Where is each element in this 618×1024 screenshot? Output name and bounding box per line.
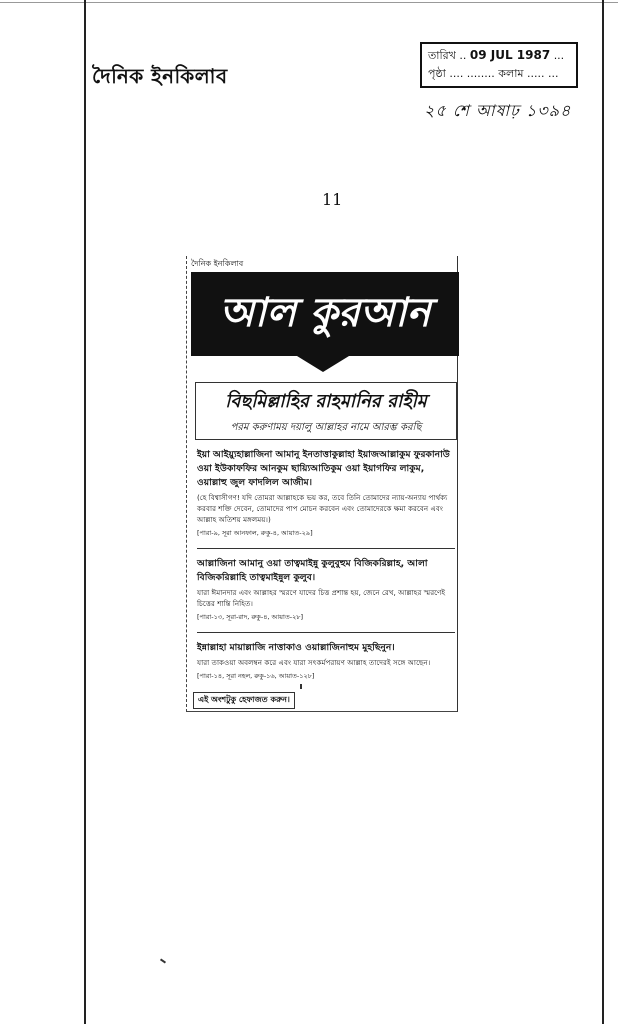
verse-meaning: (হে বিশ্বাসীগণ! যদি তোমরা আল্লাহকে ভয় কর, তবে তিনি তোমাদের ন্যায়-অন্যায় পার্থক্য করবার শক্তি দেবেন, তোমাদের পাপ মোচন করবেন এবং তোমাদেরকে ক্ষমা করবেন এবং আল্লাহ অতিশয় মঙ্গলময়।)	[197, 493, 448, 524]
verse-reference: [পারা-৯, সূরা আনফাল, রুকু-৪, আয়াত-২৯]	[197, 529, 313, 537]
verse-block	[197, 641, 455, 681]
right-margin-rule	[602, 0, 604, 1024]
bismillah-box	[195, 382, 457, 440]
verse-transliteration: ইয়া আইয়্যুহাল্লাজিনা আমানু ইনতাত্তাকুল্লাহা ইয়াজআল্লাকুম ফুরকানাউ ওয়া ইউকাফফির আনকুম ছায়্যিআতিকুম ওয়া ইয়াগফির লাকুম, ওয়াল্লাহু জুল ফাদলিল আজীম।	[197, 449, 450, 488]
bismillah-translation: পরম করুণাময় দয়ালু আল্লাহর নামে আরম্ভ করছি	[230, 422, 422, 433]
stamp-date-label: তারিখ	[428, 49, 456, 62]
verse-block	[197, 557, 455, 622]
banner-pointer	[297, 356, 349, 372]
al-quran-banner	[191, 272, 459, 356]
left-margin-rule	[84, 0, 86, 1024]
verse-meaning: যারা ঈমানদার এবং আল্লাহর স্মরণে যাদের চিত্ত প্রশান্ত হয়, জেনে রেখ, আল্লাহর স্মরণেই চিত্তের শান্তি নিহিত।	[197, 588, 446, 608]
verse-divider	[197, 632, 455, 633]
footer-note: এই অংশটুকু হেফাজত করুন।	[193, 692, 295, 709]
verse-reference: [পারা-১৪, সূরা নহল, রুকু-১৬, আয়াত-১২৮]	[197, 672, 315, 680]
page-number: 11	[322, 190, 343, 209]
stamp-page-label: পৃষ্ঠা	[428, 67, 446, 80]
verse-transliteration: ইন্নাল্লাহা মায়াল্লাজি নাত্তাকাও ওয়াল্লাজিনাহুম মুহছিনুন।	[197, 642, 395, 653]
scan-speck	[160, 958, 166, 963]
verse-divider	[197, 548, 455, 549]
handwritten-date: ২৫ শে আষাঢ় ১৩৯৪	[424, 101, 572, 120]
date-stamp: তারিখ .. 09 JUL 1987 ... পৃষ্ঠা .... ........ কলাম ..... ...	[420, 42, 578, 88]
top-edge-line	[0, 2, 618, 3]
newspaper-clipping	[186, 256, 458, 712]
stamp-column-label: কলাম	[498, 67, 524, 80]
bismillah-title: বিছমিল্লাহির রাহমানির রাহীম	[225, 391, 427, 412]
verse-reference: [পারা-১৩, সূরা-রাদ, রুকু-৪, আয়াত-২৮]	[197, 613, 304, 621]
clipping-source-label: দৈনিক ইনকিলাব	[191, 259, 244, 268]
newspaper-name: দৈনিক ইনকিলাব	[92, 64, 228, 88]
scan-speck	[300, 684, 302, 689]
verse-meaning: যারা তাকওয়া অবলম্বন করে এবং যারা সৎকর্মপরায়ণ আল্লাহ তাদেরই সঙ্গে আছেন।	[197, 658, 431, 667]
banner-title: আল কুরআন	[219, 288, 431, 336]
stamp-date-value: 09 JUL 1987	[469, 48, 551, 62]
verse-block	[197, 448, 455, 538]
verses-section	[197, 448, 455, 691]
verse-transliteration: আল্লাজিনা আমানু ওয়া তাত্বমাইন্নু কুলুবুহুম বিজিকরিল্লাহ, আলা বিজিকরিল্লাহি তাত্বমাইন্নুল কুলুব।	[197, 558, 428, 583]
